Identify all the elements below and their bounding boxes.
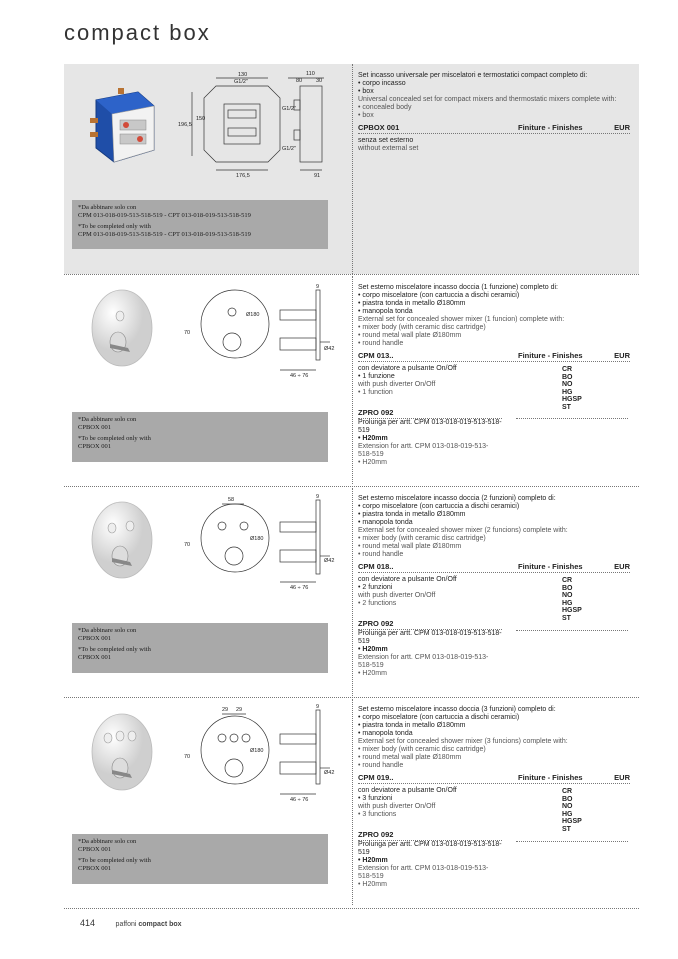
section-separator [64,697,639,698]
note-it-codes: CPBOX 001 [78,635,112,642]
svg-text:9: 9 [316,284,320,290]
finish-code: NO [562,381,573,388]
svg-text:196,5: 196,5 [178,122,192,128]
finishes-label: Finiture - Finishes [518,773,583,782]
brand-name: paffoni [115,921,137,928]
compatibility-note [72,623,328,673]
list-item: • H20mm [358,881,630,889]
divider [352,64,353,274]
list-item: • 1 function [358,389,630,397]
intro-it: Set incasso universale per miscelatori e termostatici compact completo di: [358,72,588,79]
svg-text:46 ÷ 76: 46 ÷ 76 [290,585,309,591]
desc-en: without external set [358,145,419,152]
svg-text:G1/2": G1/2" [282,146,296,152]
svg-text:46 ÷ 76: 46 ÷ 76 [290,797,309,803]
compatibility-note [72,412,328,462]
note-it-codes: CPBOX 001 [78,424,112,431]
list-item: • corpo incasso [358,80,630,88]
cpm018-product-photo [88,500,156,580]
finish-code: BO [562,795,573,803]
svg-text:70: 70 [184,330,191,336]
ext-it-items [358,857,630,865]
svg-text:Ø180: Ø180 [250,536,264,542]
concealed-box-photo [88,88,160,168]
finishes-label: Finiture - Finishes [518,562,583,571]
list-item: • corpo miscelatore (con cartuccia a dischi ceramici) [358,714,630,722]
note-it: *Da abbinare solo con [78,627,137,634]
items-it [358,503,630,527]
svg-text:G1/2": G1/2" [282,106,296,112]
ext-it-items [358,646,630,654]
svg-text:30: 30 [316,78,323,84]
page-footer [80,918,182,928]
extension-it: Prolunga per artt. CPM 013-018-019-513-518-519 [358,841,502,856]
svg-text:70: 70 [184,754,191,760]
list-item: • manopola tonda [358,308,630,316]
intro-en: External set for concealed shower mixer (3 funcions) complete with: [358,738,568,745]
finishes-list [562,788,582,833]
currency-label: EUR [614,351,630,360]
items-en [358,104,630,120]
list-item: • mixer body (with ceramic disc cartridge) [358,324,630,332]
finish-code: HGSP [562,607,582,614]
list-item: • box [358,88,630,96]
list-item: • mixer body (with ceramic disc cartridge) [358,746,630,754]
svg-text:Ø180: Ø180 [250,748,264,754]
finish-code: HG [562,388,573,396]
finish-code: CR [562,577,573,584]
desc-en-items [358,389,630,397]
compatibility-note [72,834,328,884]
cpm013-description [358,284,630,467]
list-item: • H20mm [358,459,630,467]
svg-text:176,5: 176,5 [236,173,250,179]
product-code: CPM 019.. [358,773,394,782]
note-en-codes: CPBOX 001 [78,443,112,450]
list-item: • piastra tonda in metallo Ø180mm [358,511,630,519]
extension-en: Extension for artt. CPM 013-018-019-513-518-519 [358,443,489,458]
svg-text:29: 29 [222,707,229,713]
note-it: *Da abbinare solo con [78,416,137,423]
extension-en: Extension for artt. CPM 013-018-019-513-518-519 [358,654,489,669]
cpm018-technical-drawing [180,494,350,594]
cpbox-technical-drawing [176,70,346,180]
svg-text:G1/2": G1/2" [234,79,248,85]
divider [516,630,628,631]
list-item: • round metal wall plate Ø180mm [358,543,630,551]
section-separator [64,486,639,487]
svg-text:130: 130 [238,72,248,78]
currency-label: EUR [614,773,630,782]
extension-code: ZPRO 092 [358,830,394,839]
currency-label: EUR [614,562,630,571]
note-en-codes: CPBOX 001 [78,654,112,661]
svg-text:91: 91 [314,173,321,179]
svg-text:29: 29 [236,707,243,713]
intro-en: Universal concealed set for compact mixers and thermostatic mixers complete with: [358,96,617,103]
intro-en: External set for concealed shower mixer (1 funcion) complete with: [358,316,565,323]
items-en [358,324,630,348]
list-item: • manopola tonda [358,730,630,738]
divider [352,699,353,905]
finishes-label: Finiture - Finishes [518,351,583,360]
list-item: • corpo miscelatore (con cartuccia a dischi ceramici) [358,503,630,511]
cpm019-technical-drawing [180,704,350,804]
extension-it: Prolunga per artt. CPM 013-018-019-513-518-519 [358,419,502,434]
svg-text:46 ÷ 76: 46 ÷ 76 [290,373,309,379]
list-item: • round metal wall plate Ø180mm [358,332,630,340]
desc-it: con deviatore a pulsante On/Off [358,787,457,794]
note-en: *To be completed only with [78,857,151,864]
compatibility-note [72,200,328,249]
list-item: • 1 funzione [358,373,630,381]
list-item: • 3 funzioni [358,795,630,803]
note-it-codes: CPM 013-018-019-513-518-519 - CPT 013-018-019-513-518-519 [78,212,251,219]
list-item: • box [358,112,630,120]
list-item: • corpo miscelatore (con cartuccia a dischi ceramici) [358,292,630,300]
note-en-codes: CPBOX 001 [78,865,112,872]
divider [352,488,353,696]
cpbox-description [358,72,630,153]
code-row [358,774,630,784]
extension-code: ZPRO 092 [358,619,394,628]
finish-code: NO [562,592,573,599]
page-number: 414 [80,918,96,928]
items-it [358,80,630,96]
intro-it: Set esterno miscelatore incasso doccia (3 funzioni) completo di: [358,706,556,713]
finish-code: CR [562,366,573,373]
section-separator [64,274,639,275]
list-item: • round handle [358,340,630,348]
finish-code: ST [562,403,571,411]
desc-en-items [358,600,630,608]
list-item: • concealed body [358,104,630,112]
cpm013-technical-drawing [180,284,350,384]
finish-code: ST [562,825,571,833]
cpm019-product-photo [88,712,156,792]
cpm018-description [358,495,630,678]
list-item: • 3 functions [358,811,630,819]
note-en: *To be completed only with [78,646,151,653]
extension-code: ZPRO 092 [358,408,394,417]
product-code: CPBOX 001 [358,123,400,132]
svg-text:Ø42: Ø42 [324,770,335,776]
list-item: • manopola tonda [358,519,630,527]
section-separator [64,908,639,909]
code-row [358,124,630,134]
list-item: • 2 funzioni [358,584,630,592]
page-title: compact box [64,20,211,45]
desc-it-items [358,584,630,592]
finishes-label: Finiture - Finishes [518,123,583,132]
code-row [358,352,630,362]
svg-text:9: 9 [316,494,320,500]
list-item: • round handle [358,762,630,770]
desc-en: with push diverter On/Off [358,592,436,599]
product-code: CPM 013.. [358,351,394,360]
divider [516,418,628,419]
note-en-codes: CPM 013-018-019-513-518-519 - CPT 013-018-019-513-518-519 [78,231,251,238]
ext-en-items [358,459,630,467]
svg-text:150: 150 [196,116,206,122]
items-it [358,292,630,316]
code-row [358,563,630,573]
note-en: *To be completed only with [78,223,151,230]
svg-text:Ø42: Ø42 [324,558,335,564]
finish-code: HGSP [562,818,582,825]
list-item: • H20mm [358,857,630,865]
svg-text:70: 70 [184,542,191,548]
product-code: CPM 018.. [358,562,394,571]
cpm019-description [358,706,630,889]
ext-en-items [358,670,630,678]
finish-code: HG [562,599,573,607]
footer-brand [116,921,182,928]
finish-code: HGSP [562,396,582,403]
list-item: • round handle [358,551,630,559]
finish-code: HG [562,810,573,818]
intro-en: External set for concealed shower mixer (2 funcions) complete with: [358,527,568,534]
desc-it: con deviatore a pulsante On/Off [358,365,457,372]
divider [516,841,628,842]
intro-it: Set esterno miscelatore incasso doccia (2 funzioni) completo di: [358,495,556,502]
finish-code: ST [562,614,571,622]
svg-text:Ø180: Ø180 [246,312,260,318]
finish-code: NO [562,803,573,810]
svg-text:58: 58 [228,497,235,503]
list-item: • 2 functions [358,600,630,608]
list-item: • H20mm [358,670,630,678]
note-it: *Da abbinare solo con [78,838,137,845]
note-it: *Da abbinare solo con [78,204,137,211]
divider [352,276,353,484]
svg-text:9: 9 [316,704,320,710]
list-item: • mixer body (with ceramic disc cartridge) [358,535,630,543]
items-it [358,714,630,738]
svg-text:Ø42: Ø42 [324,346,335,352]
finish-code: BO [562,373,573,381]
list-item: • round metal wall plate Ø180mm [358,754,630,762]
finishes-list [562,366,582,411]
finish-code: BO [562,584,573,592]
desc-it-items [358,795,630,803]
extension-en: Extension for artt. CPM 013-018-019-513-518-519 [358,865,489,880]
items-en [358,746,630,770]
brand-section: compact box [138,921,182,928]
items-en [358,535,630,559]
desc-it: senza set esterno [358,137,414,144]
extension-it: Prolunga per artt. CPM 013-018-019-513-518-519 [358,630,502,645]
svg-text:80: 80 [296,78,303,84]
cpm013-product-photo [88,288,156,368]
desc-it: con deviatore a pulsante On/Off [358,576,457,583]
desc-it-items [358,373,630,381]
currency-label: EUR [614,123,630,132]
svg-text:110: 110 [306,71,315,77]
list-item: • piastra tonda in metallo Ø180mm [358,300,630,308]
finish-code: CR [562,788,573,795]
list-item: • H20mm [358,435,630,443]
desc-en: with push diverter On/Off [358,803,436,810]
ext-it-items [358,435,630,443]
ext-en-items [358,881,630,889]
list-item: • piastra tonda in metallo Ø180mm [358,722,630,730]
note-en: *To be completed only with [78,435,151,442]
desc-en: with push diverter On/Off [358,381,436,388]
intro-it: Set esterno miscelatore incasso doccia (1 funzione) completo di: [358,284,558,291]
list-item: • H20mm [358,646,630,654]
finishes-list [562,577,582,622]
note-it-codes: CPBOX 001 [78,846,112,853]
desc-en-items [358,811,630,819]
